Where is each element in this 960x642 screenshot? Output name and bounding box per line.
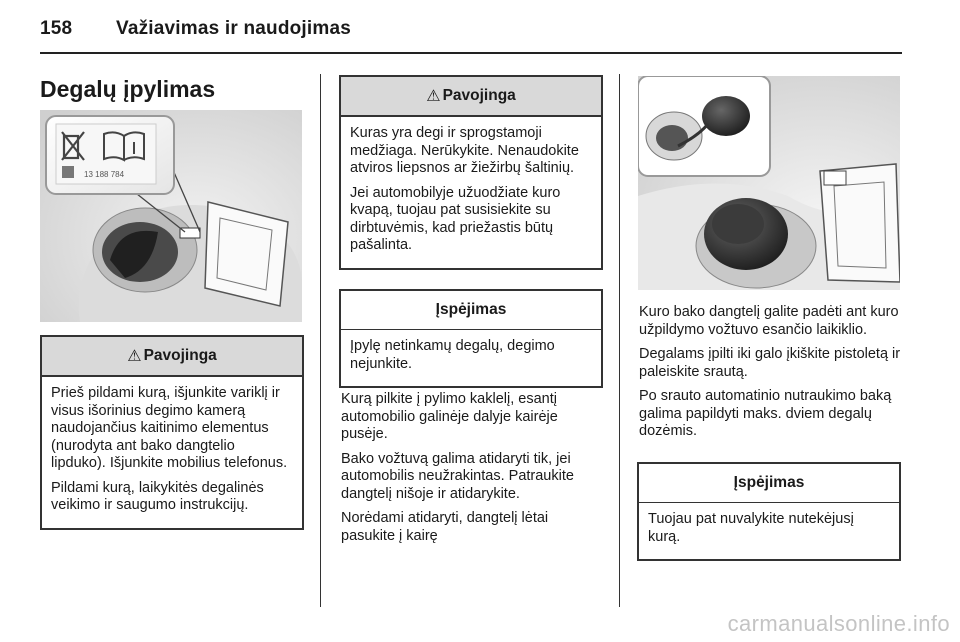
section-title: Važiavimas ir naudojimas [116, 18, 352, 39]
right-paragraph-1: Kuro bako dangtelį galite padėti ant kuro užpildymo vožtuvo esančio laikiklio. [639, 304, 899, 338]
caution-box-1 [339, 289, 603, 388]
right-body-text [639, 304, 901, 448]
column-divider-1 [320, 74, 321, 607]
danger-box-1-text-2: Pildami kurą, laikykitės degalinės veikimo ir saugumo instrukcijų. [51, 479, 264, 513]
fuel-cap-illustration [638, 76, 900, 290]
caution-box-2-text: Tuojau pat nuvalykite nutekėjusį kurą. [648, 511, 854, 545]
warning-triangle-icon: ⚠ [426, 88, 441, 105]
page-header [40, 18, 351, 40]
header-rule [40, 52, 902, 54]
danger-box-1-heading: ⚠ Pavojinga [42, 337, 302, 377]
caution-box-2 [637, 462, 901, 561]
caution-box-1-text: Įpylę netinkamų degalų, degimo nejunkite. [350, 338, 555, 372]
column-divider-2 [619, 74, 620, 607]
danger-box-2-text-2: Jei automobilyje užuodžiate kuro kvapą, tuojau pat susisiekite su dirbtuvėmis, kad priežastis būtų pašalinta. [350, 184, 561, 253]
figure-code: 13 188 784 [84, 170, 125, 179]
middle-paragraph-2: Bako vožtuvą galima atidaryti tik, jei automobilis neužrakintas. Patraukite dangtelį nišoje ir atidarykite. [341, 450, 574, 502]
middle-paragraph-3: Norėdami atidaryti, dangtelį lėtai pasukite į kairę [341, 510, 549, 544]
danger-box-1-text: Prieš pildami kurą, išjunkite variklį ir visus išorinius degimo kamerą naudojančius kaitinimo elementus (nurodyta ant bako dangtelio lipduko). Išjunkite mobilius telefonus. [51, 385, 288, 471]
right-paragraph-2: Degalams įpilti iki galo įkiškite pistoletą ir paleiskite srautą. [639, 346, 901, 380]
middle-body-text [341, 391, 603, 552]
danger-box-2 [339, 75, 603, 270]
fuel-flap-label-illustration [40, 110, 302, 322]
danger-box-2-text: Kuras yra degi ir sprogstamoji medžiaga. Nerūkykite. Nenaudokite atviros liepsnos ar žiežirbų šaltinių. [350, 125, 579, 176]
page-title: Degalų įpylimas [40, 76, 216, 102]
danger-box-1 [40, 335, 304, 530]
page-number: 158 [40, 18, 73, 39]
caution-box-1-heading: Įspėjimas [341, 291, 601, 330]
middle-paragraph-1: Kurą pilkite į pylimo kaklelį, esantį automobilio galinėje dalyje kairėje pusėje. [341, 391, 558, 442]
warning-triangle-icon: ⚠ [127, 348, 142, 365]
watermark: carmanualsonline.info [727, 611, 950, 636]
caution-box-2-heading: Įspėjimas [639, 464, 899, 503]
danger-box-2-heading: ⚠ Pavojinga [341, 77, 601, 117]
right-paragraph-3: Po srauto automatinio nutraukimo baką galima papildyti maks. dviem degalų dozėmis. [639, 388, 892, 439]
